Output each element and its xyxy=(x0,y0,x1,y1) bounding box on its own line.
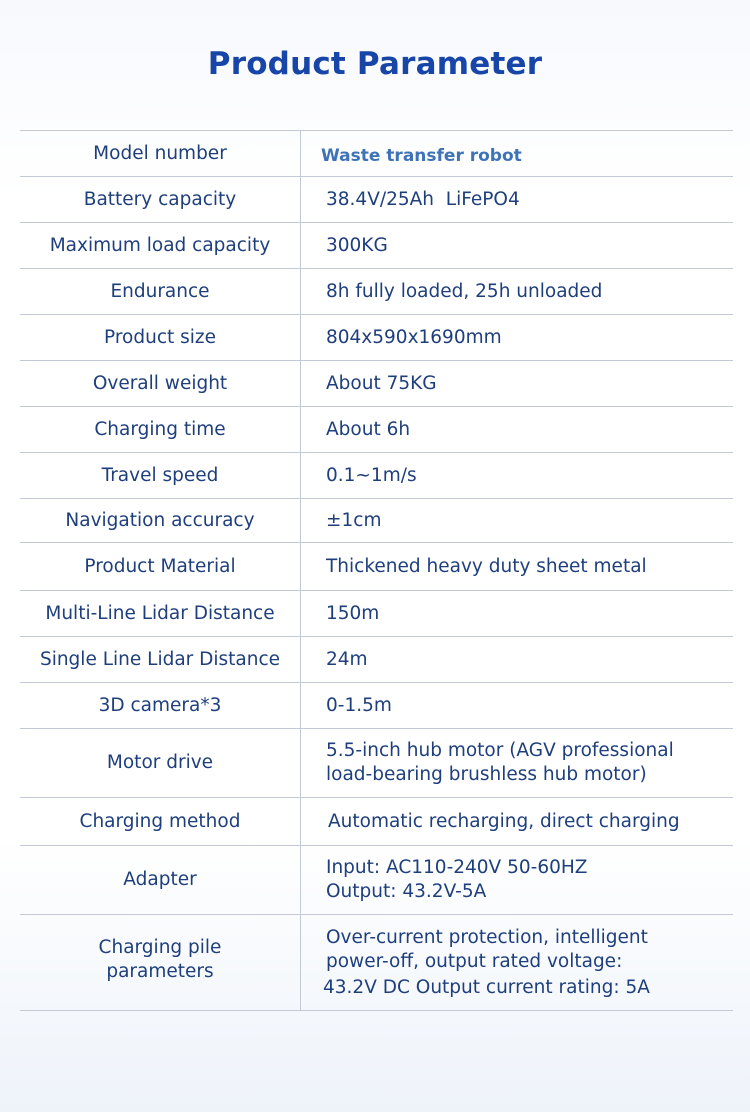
table-row xyxy=(20,361,733,407)
table-row xyxy=(20,798,733,846)
row-value xyxy=(301,729,733,797)
table-row xyxy=(20,177,733,223)
row-label: Charging method xyxy=(20,798,301,845)
value-line: Over-current protection, intelligent xyxy=(326,926,648,948)
table-row xyxy=(20,407,733,453)
row-label: Battery capacity xyxy=(20,177,301,222)
row-label: Adapter xyxy=(20,846,301,914)
row-value: 0-1.5m xyxy=(326,694,392,716)
row-label: Maximum load capacity xyxy=(20,223,301,268)
row-label: Model number xyxy=(20,131,301,176)
table-row xyxy=(20,729,733,798)
row-label: Product size xyxy=(20,315,301,360)
value-line: load-bearing brushless hub motor) xyxy=(326,764,647,785)
label-line: parameters xyxy=(106,960,214,982)
value-line: Output: 43.2V-5A xyxy=(326,881,487,902)
value-line: 5.5-inch hub motor (AGV professional xyxy=(326,740,674,761)
table-row xyxy=(20,683,733,729)
table-row xyxy=(20,637,733,683)
row-label: Motor drive xyxy=(20,729,301,797)
row-value: About 75KG xyxy=(326,372,437,394)
row-value: About 6h xyxy=(326,418,411,440)
table-row xyxy=(20,223,733,269)
row-label: Product Material xyxy=(20,543,301,590)
row-label: Endurance xyxy=(20,269,301,314)
table-row xyxy=(20,543,733,591)
row-label: Charging time xyxy=(20,407,301,452)
parameter-table xyxy=(20,130,733,1011)
row-value: Automatic recharging, direct charging xyxy=(328,810,680,832)
label-line: Charging pile xyxy=(98,936,222,958)
row-value: Thickened heavy duty sheet metal xyxy=(326,555,647,577)
row-value: 8h fully loaded, 25h unloaded xyxy=(326,280,603,302)
row-value xyxy=(301,915,733,1010)
row-label: Multi-Line Lidar Distance xyxy=(20,591,301,636)
table-row xyxy=(20,269,733,315)
row-value: Waste transfer robot xyxy=(321,145,522,166)
page-title: Product Parameter xyxy=(207,46,543,82)
row-label xyxy=(20,915,301,1010)
row-label: Travel speed xyxy=(20,453,301,498)
row-value: ±1cm xyxy=(326,509,382,531)
value-line: Input: AC110-240V 50-60HZ xyxy=(326,857,588,878)
row-value: 804x590x1690mm xyxy=(326,326,502,348)
table-row xyxy=(20,315,733,361)
row-value: 300KG xyxy=(326,234,388,256)
value-line: power-off, output rated voltage: xyxy=(326,950,623,972)
table-row xyxy=(20,915,733,1011)
row-value: 24m xyxy=(326,648,368,670)
row-label: 3D camera*3 xyxy=(20,683,301,728)
row-label: Overall weight xyxy=(20,361,301,406)
row-value: 150m xyxy=(326,602,380,624)
table-row xyxy=(20,591,733,637)
row-label: Single Line Lidar Distance xyxy=(20,637,301,682)
row-value xyxy=(301,846,733,914)
row-value: 0.1~1m/s xyxy=(326,464,417,486)
row-label: Navigation accuracy xyxy=(20,499,301,542)
table-row xyxy=(20,499,733,543)
row-value: 38.4V/25Ah LiFePO4 xyxy=(326,188,520,210)
table-row xyxy=(20,846,733,915)
table-row xyxy=(20,131,733,177)
table-row xyxy=(20,453,733,499)
value-line: 43.2V DC Output current rating: 5A xyxy=(323,976,650,998)
